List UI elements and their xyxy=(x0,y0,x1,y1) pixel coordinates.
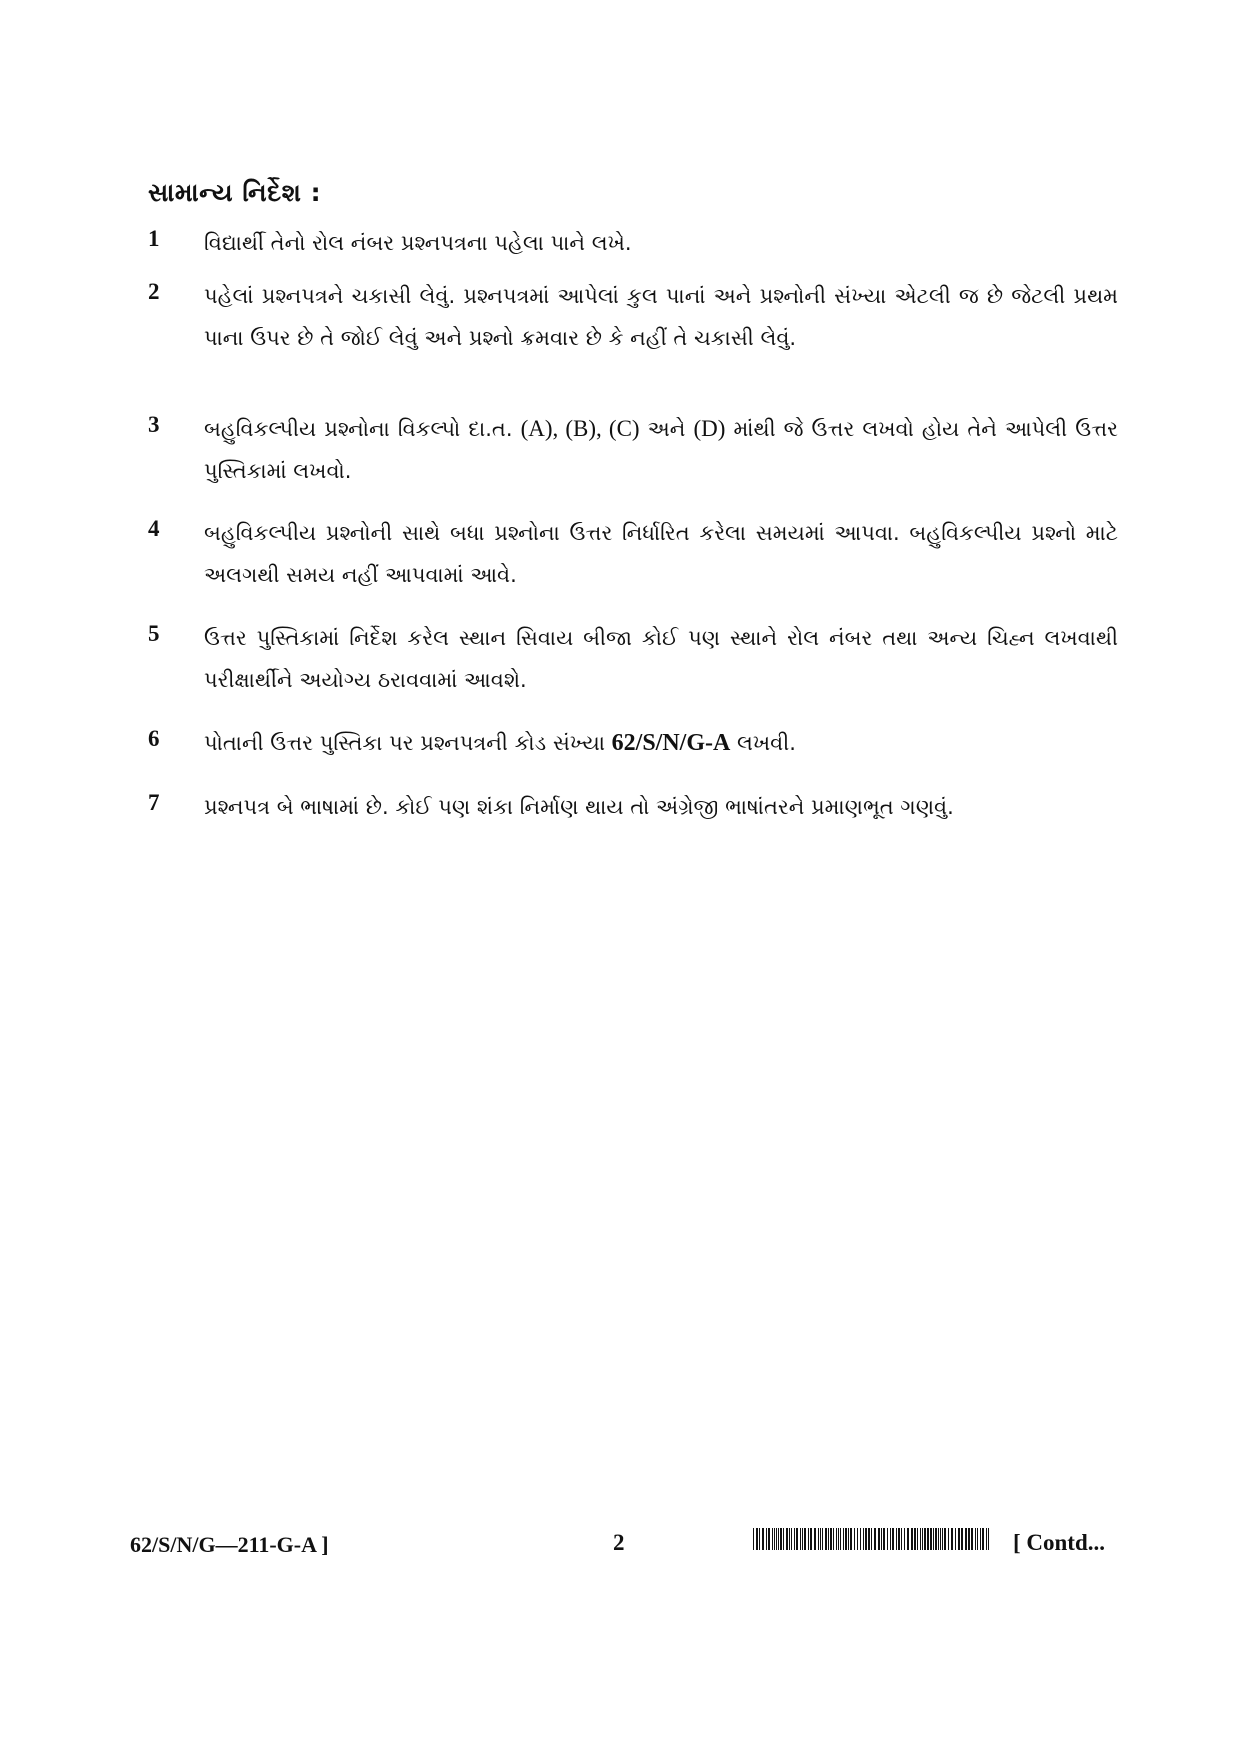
item-text: ઉત્તર પુસ્તિકામાં નિર્દેશ કરેલ સ્થાન સિવાય બીજા કોઈ પણ સ્થાને રોલ નંબર તથા અન્ય ચિહ્ન લખવાથી પરીક્ષાર્થીને અયોગ્ય ઠરાવવામાં આવશે. xyxy=(204,626,1118,692)
item-number: 4 xyxy=(148,516,160,541)
paper-code: 62/S/N/G-A xyxy=(611,730,731,756)
item-text: બહુવિકલ્પીય પ્રશ્નોની સાથે બધા પ્રશ્નોના ઉત્તર નિર્ધારિત કરેલા સમયમાં આપવા. બહુવિકલ્પીય પ્રશ્નો માટે અલગથી સમય નહીં આપવામાં આવે. xyxy=(204,521,1118,587)
item-text: પહેલાં પ્રશ્નપત્રને ચકાસી લેવું. પ્રશ્નપત્રમાં આપેલાં કુલ પાનાં અને પ્રશ્નોની સંખ્યા એટલી જ છે જેટલી પ્રથમ પાના ઉપર છે તે જોઈ લેવું અને પ્રશ્નો ક્રમવાર છે કે નહીં તે ચકાસી લેવું. xyxy=(204,284,1118,350)
item-number: 5 xyxy=(148,621,160,646)
item-text xyxy=(204,722,1118,764)
item-number: 6 xyxy=(148,726,160,751)
item-text-mid: અને xyxy=(639,417,694,441)
contd-label: [ Contd... xyxy=(1013,1530,1106,1555)
item-number: 2 xyxy=(148,279,160,304)
item-text-post: માંથી જે ઉત્તર લખવો હોય તેને આપેલી ઉત્તર પુસ્તિકામાં લખવો. xyxy=(204,417,1119,483)
instruction-item-2 xyxy=(148,275,1118,359)
item-text-pre: બહુવિકલ્પીય પ્રશ્નોના વિકલ્પો દા.ત. xyxy=(204,417,521,441)
item-text: પ્રશ્નપત્ર બે ભાષામાં છે. કોઈ પણ શંકા નિર્માણ થાય તો અંગ્રેજી ભાષાંતરને પ્રમાણભૂત ગણવું. xyxy=(204,795,954,819)
options-abc: (A), (B), (C) xyxy=(520,416,640,441)
item-number: 3 xyxy=(148,412,160,437)
instruction-item-1 xyxy=(148,222,1118,264)
item-text-post: લખવી. xyxy=(730,731,796,755)
instructions-heading: સામાન્ય નિર્દેશ : xyxy=(148,178,322,207)
footer-paper-code: 62/S/N/G—211-G-A ] xyxy=(130,1532,329,1557)
instruction-item-5 xyxy=(148,617,1118,701)
barcode-image xyxy=(753,1528,989,1550)
item-text-pre: પોતાની ઉત્તર પુસ્તિકા પર પ્રશ્નપત્રની કોડ સંખ્યા xyxy=(204,731,612,755)
item-text xyxy=(204,408,1118,492)
instruction-item-3 xyxy=(148,408,1118,492)
option-d: (D) xyxy=(693,416,726,441)
item-number: 1 xyxy=(148,226,160,251)
item-text: વિદ્યાર્થી તેનો રોલ નંબર પ્રશ્નપત્રના પહેલા પાને લખે. xyxy=(204,231,632,255)
instruction-item-7 xyxy=(148,786,1118,828)
page-number: 2 xyxy=(613,1530,625,1555)
item-number: 7 xyxy=(148,790,160,815)
instruction-item-6 xyxy=(148,722,1118,764)
instruction-item-4 xyxy=(148,512,1118,596)
